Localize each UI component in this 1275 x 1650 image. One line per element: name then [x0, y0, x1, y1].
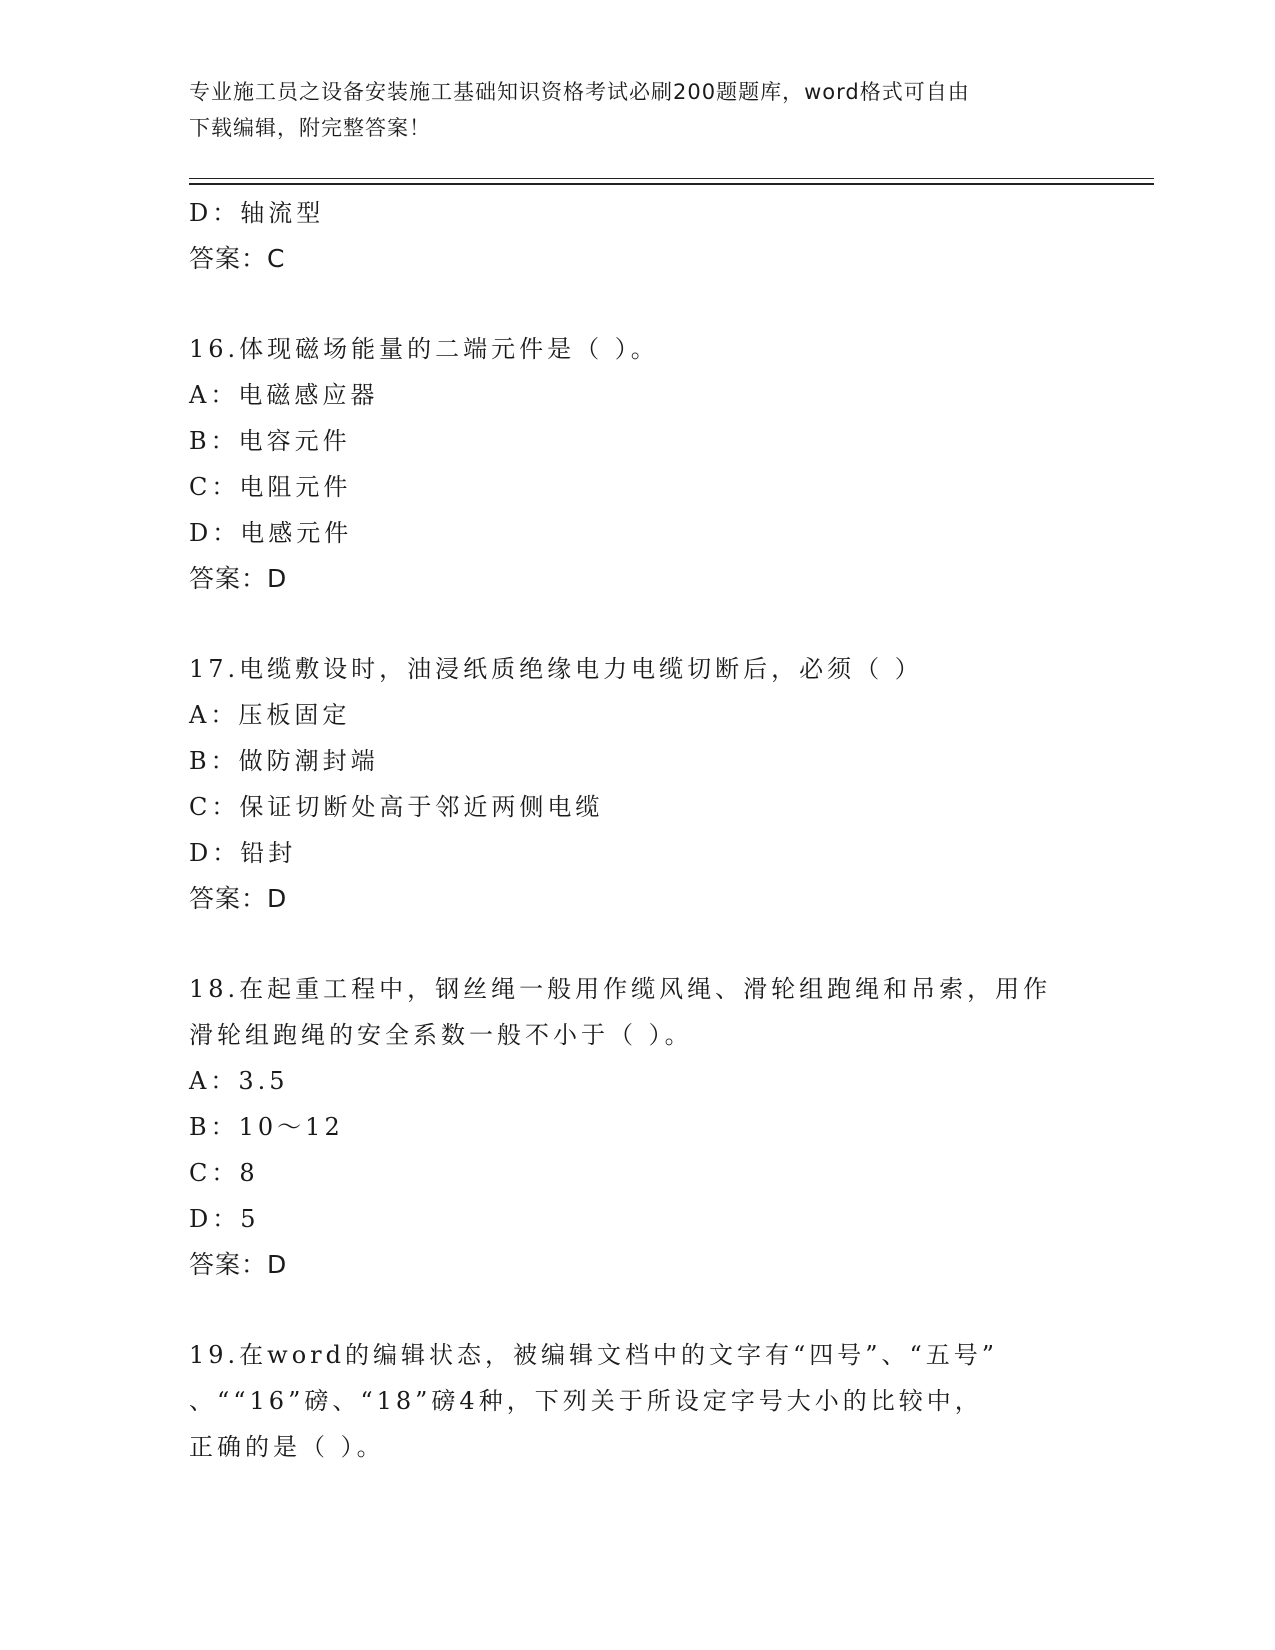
header-line-2: 下载编辑，附完整答案！ — [189, 116, 431, 140]
q18-option-d: D：5 — [189, 1205, 260, 1233]
question-content — [189, 190, 1129, 1470]
q17-answer: 答案：D — [189, 884, 288, 913]
q19-stem-line-1: 19.在word的编辑状态，被编辑文档中的文字有“四号”、“五号” — [189, 1341, 999, 1369]
q16-option-c: C：电阻元件 — [189, 473, 352, 501]
prev-answer: 答案：C — [189, 244, 286, 273]
q17-option-c: C：保证切断处高于邻近两侧电缆 — [189, 793, 604, 821]
header-divider-thin — [189, 178, 1154, 179]
header-divider-thick — [189, 183, 1154, 185]
header-line-1: 专业施工员之设备安装施工基础知识资格考试必刷200题题库，word格式可自由 — [189, 80, 970, 104]
q18-stem — [189, 966, 1129, 1058]
q18-stem-line-1: 18.在起重工程中，钢丝绳一般用作缆风绳、滑轮组跑绳和吊索，用作 — [189, 975, 1052, 1003]
document-header — [189, 74, 1089, 146]
q17-option-d: D：铅封 — [189, 839, 297, 867]
prev-option-d: D：轴流型 — [189, 199, 325, 227]
q17-option-b: B：做防潮封端 — [189, 747, 379, 775]
q16-option-a: A：电磁感应器 — [189, 381, 379, 409]
q18-stem-line-2: 滑轮组跑绳的安全系数一般不小于（ ）。 — [189, 1021, 693, 1049]
q19-stem-line-2: 、““16”磅、“18”磅4种，下列关于所设定字号大小的比较中， — [189, 1387, 983, 1415]
q16-answer: 答案：D — [189, 564, 288, 593]
q16-stem: 16.体现磁场能量的二端元件是（ ）。 — [189, 335, 659, 363]
q18-answer: 答案：D — [189, 1250, 288, 1279]
q16-option-d: D：电感元件 — [189, 519, 353, 547]
q19-stem-line-3: 正确的是（ ）。 — [189, 1433, 385, 1461]
q18-option-b: B：10～12 — [189, 1113, 344, 1141]
q18-option-c: C：8 — [189, 1159, 259, 1187]
q18-option-a: A：3.5 — [189, 1067, 289, 1095]
q19-stem — [189, 1332, 1129, 1470]
q17-option-a: A：压板固定 — [189, 701, 351, 729]
q16-option-b: B：电容元件 — [189, 427, 351, 455]
q17-stem: 17.电缆敷设时，油浸纸质绝缘电力电缆切断后，必须（ ） — [189, 655, 923, 683]
